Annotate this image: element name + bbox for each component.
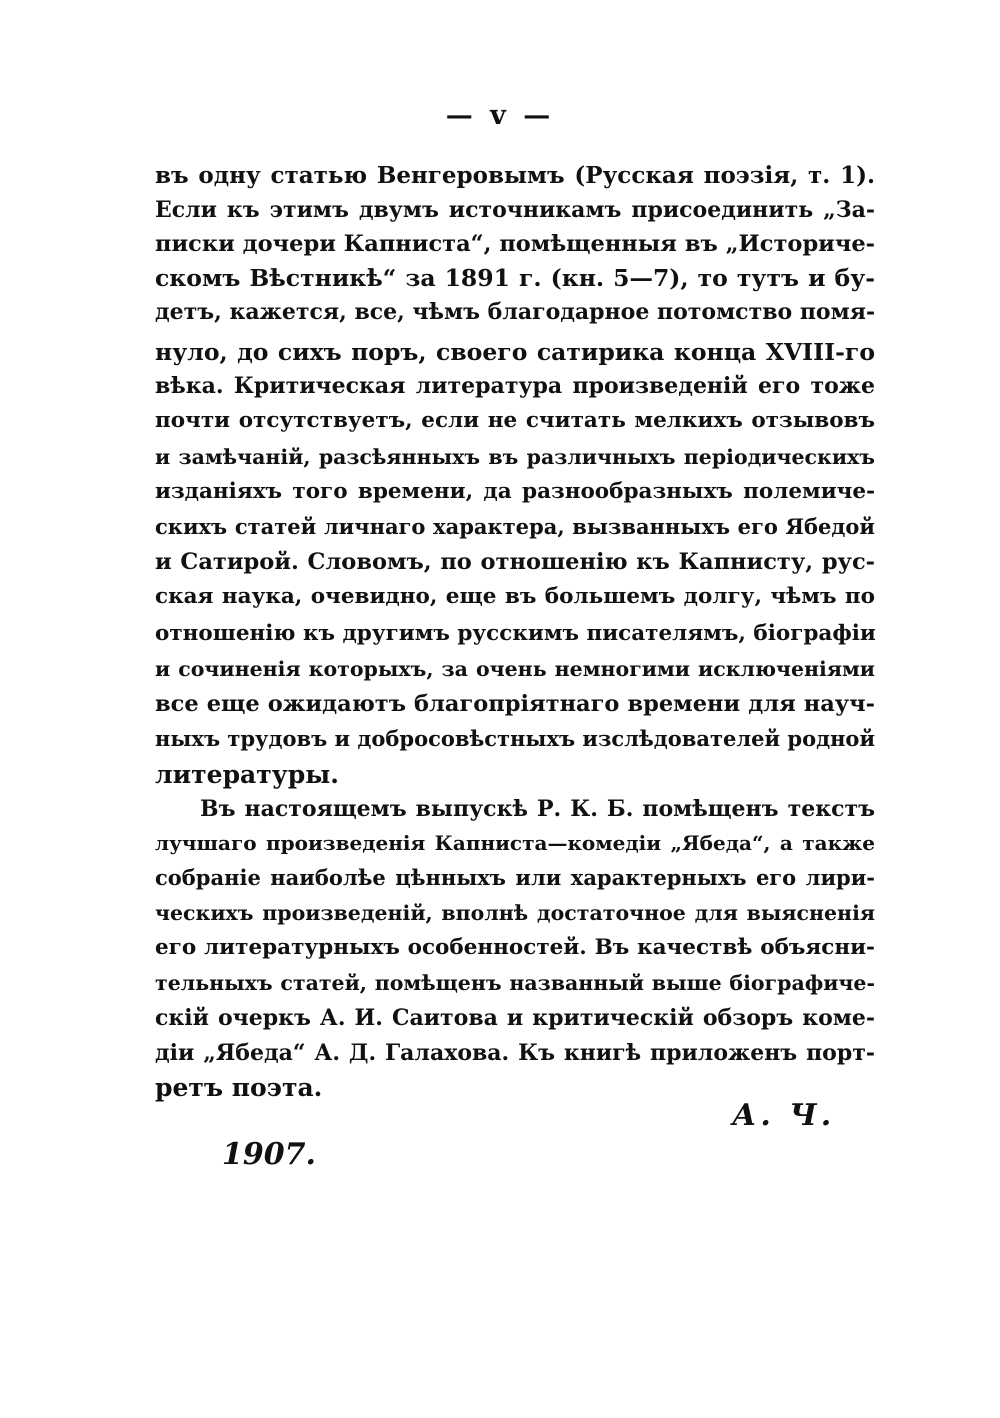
text-line: скій очеркъ А. И. Саитова и критическій обзоръ коме-	[155, 1005, 875, 1031]
text-line: ская наука, очевидно, еще въ большемъ долгу, чѣмъ по	[155, 584, 875, 609]
text-line: тельныхъ статей, помѣщенъ названный выше біографиче-	[155, 971, 875, 995]
author-signature: А. Ч.	[732, 1098, 836, 1133]
text-line: скомъ Вѣстникѣ“ за 1891 г. (кн. 5—7), то тутъ и бу-	[155, 264, 875, 292]
text-line: ныхъ трудовъ и добросовѣстныхъ изслѣдователей родной	[155, 726, 876, 751]
text-line: и замѣчаній, разсѣянныхъ въ различныхъ періодическихъ	[155, 445, 875, 469]
text-line: литературы.	[155, 760, 339, 789]
text-line: его литературныхъ особенностей. Въ качествѣ объясни-	[155, 935, 875, 960]
text-line: все еще ожидаютъ благопріятнаго времени для науч-	[155, 691, 875, 717]
text-line: діи „Ябеда“ А. Д. Галахова. Къ книгѣ приложенъ порт-	[155, 1040, 875, 1066]
text-line: скихъ статей личнаго характера, вызванныхъ его Ябедой	[155, 514, 875, 539]
text-line: детъ, кажется, все, чѣмъ благодарное потомство помя-	[155, 299, 876, 325]
text-line: и Сатирой. Словомъ, по отношенію къ Капнисту, рус-	[155, 549, 875, 575]
page-number: — v —	[445, 100, 555, 131]
text-line: отношенію къ другимъ русскимъ писателямъ, біографіи	[155, 621, 876, 646]
text-line: и сочиненія которыхъ, за очень немногими исключеніями	[155, 657, 875, 681]
text-line: въ одну статью Венгеровымъ (Русская поэзія, т. 1).	[155, 162, 875, 189]
text-line: Въ настоящемъ выпускѣ Р. К. Б. помѣщенъ текстъ	[200, 796, 875, 822]
text-line: нуло, до сихъ поръ, своего сатирика конца XVIII-го	[155, 338, 875, 366]
publication-year: 1907.	[222, 1137, 316, 1172]
text-line: ретъ поэта.	[155, 1073, 323, 1102]
text-line: ческихъ произведеній, вполнѣ достаточное для выясненія	[155, 901, 875, 925]
text-line: лучшаго произведенія Капниста—комедіи „Ябеда“, а также	[155, 831, 875, 855]
text-line: изданіяхъ того времени, да разнообразныхъ полемиче-	[155, 479, 875, 504]
text-line: вѣка. Критическая литература произведеній его тоже	[155, 373, 875, 399]
text-line: Если къ этимъ двумъ источникамъ присоединить „За-	[155, 197, 875, 223]
text-line: собраніе наиболѣе цѣнныхъ или характерныхъ его лири-	[155, 865, 875, 890]
text-line: писки дочери Капниста“, помѣщенныя въ „Историче-	[155, 231, 875, 257]
text-line: почти отсутствуетъ, если не считать мелкихъ отзывовъ	[155, 408, 875, 433]
